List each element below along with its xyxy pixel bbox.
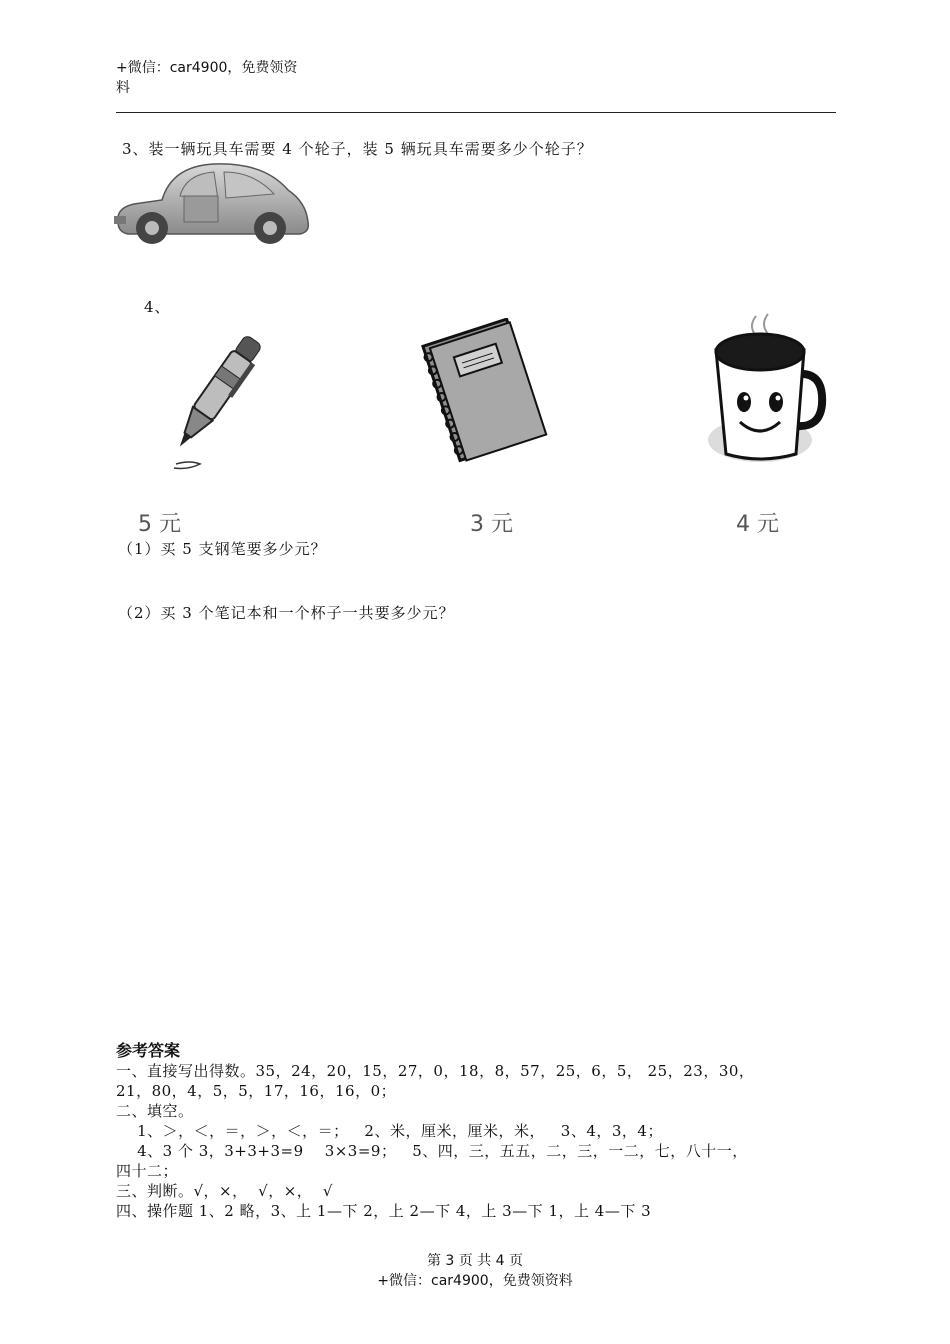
page-number: 第 3 页 共 4 页 <box>426 1253 524 1269</box>
answer-line: 1、＞，＜，＝，＞，＜，＝； 2、米，厘米，厘米，米， 3、4，3，4； <box>116 1122 663 1140</box>
toy-car-icon <box>114 160 314 252</box>
answers-title: 参考答案 <box>116 1041 181 1060</box>
header-divider <box>116 112 836 113</box>
pen-icon <box>160 324 270 472</box>
answer-line: 一、直接写出得数。35，24，20，15，27，0，18，8，57，25，6，5， 25，23，30， <box>116 1062 755 1080</box>
answer-line: 21，80，4，5，5，17，16，16，0； <box>116 1082 397 1100</box>
cup-price: 4 元 <box>736 512 779 537</box>
header-line-2: 料 <box>116 80 130 96</box>
answer-line: 二、填空。 <box>116 1102 194 1120</box>
footer-note: +微信：car4900，免费领资料 <box>377 1273 573 1289</box>
notebook-price: 3 元 <box>470 512 513 537</box>
question-4-sub-1: （1）买 5 支钢笔要多少元？ <box>118 540 327 558</box>
answer-line: 四十二； <box>116 1162 179 1180</box>
question-4-sub-2: （2）买 3 个笔记本和一个杯子一共要多少元？ <box>118 604 455 622</box>
answer-line: 4、3 个 3，3+3+3=9 3×3=9； 5、四，三，五五，二，三，一二，七，八十一， <box>116 1142 748 1160</box>
cup-icon <box>700 308 830 468</box>
question-4-label: 4、 <box>144 298 171 316</box>
header-line-1: +微信：car4900，免费领资 <box>116 60 298 76</box>
answer-line: 三、判断。√，×， √，×， √ <box>116 1182 333 1200</box>
answer-line: 四、操作题 1、2 略，3、上 1—下 2，上 2—下 4，上 3—下 1，上 4—下 3 <box>116 1202 652 1220</box>
pen-price: 5 元 <box>138 512 181 537</box>
notebook-icon <box>418 318 548 466</box>
header-note <box>116 58 316 98</box>
question-3-text: 3、装一辆玩具车需要 4 个轮子，装 5 辆玩具车需要多少个轮子？ <box>122 140 593 158</box>
